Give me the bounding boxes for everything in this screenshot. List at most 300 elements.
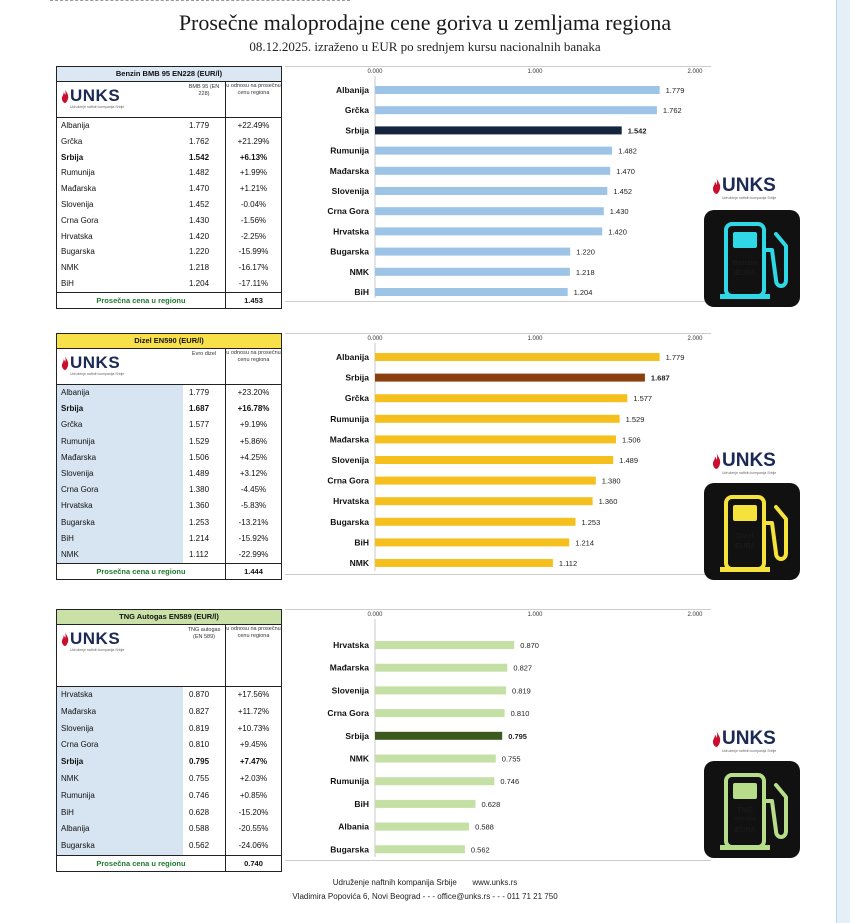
- bar-hrvatska: [375, 497, 593, 505]
- price-cell: 1.218: [189, 263, 210, 273]
- value-label: 1.687: [650, 373, 670, 383]
- diff-cell: -15.20%: [225, 805, 281, 822]
- price-cell: 0.628: [189, 807, 210, 817]
- country-cell: Slovenija: [61, 468, 94, 478]
- country-cell: Mađarska: [61, 706, 97, 716]
- x-tick-label: 1.000: [527, 69, 543, 75]
- value-label: 0.628: [481, 799, 501, 809]
- table-row: [57, 788, 281, 805]
- category-label: Mađarska: [329, 434, 369, 445]
- bar-mađarska: [375, 664, 507, 672]
- average-value: 0.740: [225, 856, 281, 871]
- country-cell: Hrvatska: [61, 690, 93, 699]
- average-label: Prosečna cena u regionu: [96, 567, 186, 577]
- value-label: 1.253: [581, 517, 601, 527]
- table-row: [57, 821, 281, 838]
- fuel-pump-icon: [704, 483, 800, 580]
- table-row: [57, 754, 281, 771]
- country-cell: NMK: [61, 263, 79, 273]
- value-label: 1.420: [608, 227, 627, 237]
- diff-cell: -0.04%: [225, 197, 281, 213]
- table-footer: [57, 292, 281, 308]
- value-label: 1.218: [575, 267, 595, 277]
- flame-icon: [712, 178, 721, 194]
- diff-column-header: u odnosu na prosečnu cenu regiona: [225, 349, 281, 385]
- table-row: [57, 704, 281, 721]
- category-label: Mađarska: [329, 165, 369, 176]
- diff-cell: -1.56%: [225, 213, 281, 229]
- bar-rumunija: [375, 147, 612, 155]
- price-cell: 1.380: [189, 485, 210, 495]
- bar-albanija: [375, 353, 660, 361]
- x-tick-label: 2.000: [687, 336, 703, 342]
- category-label: Crna Gora: [327, 206, 369, 217]
- value-label: 1.470: [616, 166, 635, 176]
- x-tick-label: 1.000: [527, 336, 543, 342]
- price-cell: 0.827: [189, 706, 210, 716]
- unks-logo: [61, 630, 137, 656]
- table-row: [57, 118, 281, 134]
- fuel-icon-label: TNG: [737, 805, 753, 814]
- country-cell: Albanija: [61, 388, 90, 397]
- fuel-icon-label: Dizel: [736, 531, 754, 540]
- diff-cell: +7.47%: [225, 754, 281, 771]
- diff-cell: +0.85%: [225, 788, 281, 805]
- flame-icon: [61, 356, 69, 370]
- bar-grčka: [375, 394, 627, 402]
- value-label: 1.214: [575, 538, 595, 548]
- table-header: TNG Autogas EN589 (EUR/l): [57, 610, 281, 625]
- chart-svg: [285, 66, 705, 302]
- category-label: BiH: [354, 798, 369, 809]
- diff-cell: -4.45%: [225, 482, 281, 498]
- tng-panel: [56, 609, 798, 868]
- value-label: 1.112: [558, 559, 578, 568]
- price-cell: 0.795: [189, 757, 210, 767]
- bar-rumunija: [375, 415, 620, 423]
- price-cell: 0.755: [189, 773, 210, 783]
- bar-hrvatska: [375, 227, 602, 235]
- bar-bih: [375, 800, 475, 808]
- diff-cell: +1.21%: [225, 181, 281, 197]
- price-cell: 1.482: [189, 168, 210, 178]
- table-footer: [57, 563, 281, 579]
- unks-logo: [61, 354, 137, 380]
- flame-icon: [61, 632, 69, 646]
- value-label: 1.577: [633, 394, 653, 404]
- price-cell: 1.762: [189, 136, 210, 146]
- table-subheader: [57, 625, 281, 687]
- bar-bih: [375, 538, 569, 546]
- bar-nmk: [375, 755, 496, 763]
- category-label: Mađarska: [329, 662, 369, 673]
- fuel-icon-label: EUR/l: [734, 825, 755, 834]
- country-cell: Bugarska: [61, 247, 95, 257]
- category-label: Albanija: [335, 85, 369, 95]
- table-row: [57, 737, 281, 754]
- price-cell: 0.810: [189, 740, 210, 750]
- fuel-icon-label: Benzin: [732, 258, 758, 267]
- price-cell: 1.779: [189, 121, 210, 130]
- category-label: Bugarska: [330, 844, 369, 855]
- price-cell: 1.687: [189, 404, 210, 414]
- average-label: Prosečna cena u regionu: [96, 295, 186, 305]
- category-label: BiH: [354, 287, 369, 297]
- bar-grčka: [375, 106, 657, 114]
- value-label: 1.506: [621, 435, 641, 445]
- bar-srbija: [375, 732, 502, 740]
- price-cell: 1.470: [189, 184, 210, 194]
- flame-icon: [712, 731, 721, 747]
- category-label: NMK: [349, 558, 369, 568]
- footer-address-line: Vladimira Popovića 6, Novi Beograd - - - office@unks.rs - - - 011 71 21 750: [292, 892, 558, 901]
- table-row: [57, 276, 281, 292]
- table-row: [57, 213, 281, 229]
- table-row: [57, 417, 281, 433]
- page-edge: [836, 0, 850, 923]
- country-cell: Albanija: [61, 121, 90, 130]
- country-cell: Hrvatska: [61, 231, 93, 241]
- diff-cell: +21.29%: [225, 134, 281, 150]
- category-label: NMK: [349, 753, 369, 764]
- value-label: 0.562: [470, 845, 490, 855]
- logo-tagline: Udruženje naftnih kompanija Srbije: [70, 105, 125, 109]
- bar-albania: [375, 823, 469, 831]
- price-cell: 1.452: [189, 199, 210, 209]
- logo-tagline: Udruženje naftnih kompanija Srbije: [722, 196, 777, 200]
- value-label: 1.489: [619, 456, 639, 465]
- category-label: Bugarska: [330, 246, 369, 257]
- category-label: Slovenija: [331, 455, 369, 465]
- category-label: Rumunija: [330, 145, 369, 156]
- table-row: [57, 838, 281, 855]
- diff-column-header: u odnosu na prosečnu cenu regiona: [225, 82, 281, 118]
- bar-rumunija: [375, 777, 494, 785]
- diff-cell: +5.86%: [225, 434, 281, 450]
- diff-cell: -5.83%: [225, 498, 281, 514]
- x-tick-label: 0.000: [367, 336, 383, 342]
- category-label: Crna Gora: [327, 708, 369, 719]
- bar-mađarska: [375, 167, 610, 175]
- table-row: [57, 244, 281, 260]
- price-column-header: BMB 95 (EN 228): [188, 84, 220, 97]
- logo-wordmark: UNKS: [722, 728, 776, 749]
- table-row: [57, 181, 281, 197]
- price-cell: 0.870: [189, 690, 210, 699]
- diff-cell: +1.99%: [225, 165, 281, 181]
- bar-nmk: [375, 268, 570, 276]
- value-label: 0.755: [501, 754, 521, 764]
- footer-org-line: Udruženje naftnih kompanija Srbije www.unks.rs: [332, 878, 518, 887]
- flame-icon: [61, 89, 69, 103]
- bar-slovenija: [375, 187, 607, 195]
- table-row: [57, 385, 281, 401]
- value-label: 1.482: [618, 146, 637, 156]
- table-row: [57, 134, 281, 150]
- category-label: Srbija: [345, 125, 369, 136]
- chart-svg: [285, 609, 705, 861]
- price-cell: 1.112: [189, 549, 209, 559]
- price-cell: 1.220: [189, 247, 210, 257]
- value-label: 0.827: [513, 663, 533, 673]
- country-cell: Bugarska: [61, 841, 95, 851]
- diff-cell: -22.99%: [225, 547, 281, 563]
- diff-cell: +10.73%: [225, 721, 281, 738]
- category-label: Srbija: [345, 730, 369, 741]
- diff-cell: +6.13%: [225, 150, 281, 166]
- diff-cell: +4.25%: [225, 450, 281, 466]
- price-cell: 0.746: [189, 790, 210, 800]
- country-cell: Rumunija: [61, 790, 95, 800]
- table-row: [57, 515, 281, 531]
- category-label: Grčka: [344, 393, 369, 404]
- unks-side-logo: [712, 450, 802, 477]
- diff-cell: +3.12%: [225, 466, 281, 482]
- table-header: Dizel EN590 (EUR/l): [57, 334, 281, 349]
- price-column-header: Evro dizel: [191, 351, 217, 357]
- diff-cell: +22.49%: [225, 118, 281, 134]
- value-label: 0.588: [475, 822, 494, 832]
- category-label: Rumunija: [330, 413, 369, 424]
- price-cell: 1.542: [189, 152, 210, 162]
- logo-tagline: Udruženje naftnih kompanija Srbije: [70, 372, 125, 376]
- flame-icon: [712, 453, 721, 469]
- price-cell: 0.819: [189, 723, 210, 733]
- fuel-icon-label: EUR/l: [734, 541, 755, 550]
- bar-crna-gora: [375, 207, 604, 215]
- country-cell: BiH: [61, 533, 74, 543]
- bar-bugarska: [375, 845, 465, 853]
- price-column-header: TNG autogas (EN 589): [187, 627, 221, 640]
- dizel-panel: [56, 333, 798, 578]
- diff-cell: -20.55%: [225, 821, 281, 838]
- price-cell: 0.562: [189, 841, 210, 851]
- table-row: [57, 450, 281, 466]
- x-tick-label: 1.000: [527, 612, 543, 618]
- diff-cell: -15.92%: [225, 531, 281, 547]
- page-subtitle: 08.12.2025. izraženo u EUR po srednjem kursu nacionalnih banaka: [249, 39, 601, 54]
- price-cell: 1.577: [189, 420, 210, 430]
- diff-cell: -13.21%: [225, 515, 281, 531]
- diff-cell: +17.56%: [225, 687, 281, 704]
- value-label: 1.779: [665, 86, 685, 95]
- bar-bih: [375, 288, 568, 296]
- country-cell: Srbija: [61, 404, 84, 414]
- price-cell: 0.588: [189, 824, 210, 834]
- country-cell: Crna Gora: [61, 740, 99, 750]
- table-row: [57, 165, 281, 181]
- value-label: 1.360: [598, 497, 618, 507]
- category-label: Hrvatska: [333, 640, 369, 650]
- diff-cell: +9.45%: [225, 737, 281, 754]
- country-cell: Bugarska: [61, 517, 95, 527]
- value-label: 0.810: [510, 709, 530, 719]
- value-label: 1.430: [609, 207, 629, 217]
- price-cell: 1.506: [189, 452, 210, 462]
- country-cell: Mađarska: [61, 452, 97, 462]
- category-label: Crna Gora: [327, 475, 369, 486]
- value-label: 1.204: [573, 288, 593, 297]
- average-value: 1.453: [225, 293, 281, 308]
- country-cell: Hrvatska: [61, 501, 93, 511]
- bar-nmk: [375, 559, 553, 567]
- diff-cell: -24.06%: [225, 838, 281, 855]
- bar-bugarska: [375, 518, 575, 526]
- unks-side-logo: [712, 728, 802, 755]
- diff-cell: -2.25%: [225, 229, 281, 245]
- diff-cell: -15.99%: [225, 244, 281, 260]
- unks-side-logo: [712, 175, 802, 202]
- country-cell: Srbija: [61, 152, 84, 162]
- price-cell: 1.420: [189, 231, 210, 241]
- diff-cell: +16.78%: [225, 401, 281, 417]
- category-label: Albania: [338, 821, 369, 832]
- dizel-price-table: [56, 333, 282, 580]
- country-cell: Grčka: [61, 136, 83, 146]
- category-label: Hrvatska: [333, 226, 369, 237]
- x-tick-label: 2.000: [687, 69, 703, 75]
- table-row: [57, 687, 281, 704]
- table-row: [57, 498, 281, 514]
- fuel-icon-label: autogas: [734, 816, 756, 822]
- diff-cell: +11.72%: [225, 704, 281, 721]
- fuel-pump-icon: [704, 210, 800, 307]
- country-cell: Slovenija: [61, 199, 94, 209]
- benzin-panel: [56, 66, 798, 306]
- table-row: [57, 805, 281, 822]
- country-cell: Crna Gora: [61, 215, 99, 225]
- diff-column-header: u odnosu na prosečnu cenu regiona: [225, 625, 281, 687]
- price-cell: 1.529: [189, 436, 210, 446]
- tng-price-table: [56, 609, 282, 872]
- logo-tagline: Udruženje naftnih kompanija Srbije: [70, 648, 125, 652]
- table-subheader: [57, 82, 281, 118]
- bar-crna-gora: [375, 709, 505, 717]
- diff-cell: -16.17%: [225, 260, 281, 276]
- value-label: 0.746: [500, 777, 520, 787]
- category-label: Grčka: [344, 105, 369, 116]
- price-cell: 1.489: [189, 468, 210, 478]
- country-cell: BiH: [61, 278, 74, 288]
- top-cut-line: [50, 0, 350, 4]
- price-cell: 1.430: [189, 215, 210, 225]
- table-row: [57, 150, 281, 166]
- unks-logo: [61, 87, 137, 113]
- country-cell: Grčka: [61, 420, 83, 430]
- table-rows: [57, 118, 281, 292]
- table-rows: [57, 687, 281, 855]
- country-cell: BiH: [61, 807, 74, 817]
- value-label: 0.795: [508, 731, 527, 741]
- value-label: 1.762: [662, 106, 682, 116]
- country-cell: Rumunija: [61, 168, 95, 178]
- logo-wordmark: UNKS: [70, 86, 121, 105]
- bar-srbija: [375, 374, 645, 382]
- category-label: Bugarska: [330, 516, 369, 527]
- table-subheader: [57, 349, 281, 385]
- value-label: 0.819: [512, 686, 531, 696]
- bar-srbija: [375, 126, 622, 134]
- category-label: Albanija: [335, 352, 369, 362]
- price-cell: 1.360: [189, 501, 210, 511]
- bar-slovenija: [375, 686, 506, 694]
- diff-cell: +2.03%: [225, 771, 281, 788]
- category-label: BiH: [354, 537, 369, 548]
- category-label: Hrvatska: [333, 496, 369, 507]
- x-tick-label: 2.000: [687, 612, 703, 618]
- table-footer: [57, 855, 281, 871]
- country-cell: Slovenija: [61, 723, 94, 733]
- category-label: Rumunija: [330, 776, 369, 787]
- logo-wordmark: UNKS: [70, 353, 121, 372]
- country-cell: Crna Gora: [61, 485, 99, 495]
- value-label: 1.542: [627, 126, 647, 136]
- logo-tagline: Udruženje naftnih kompanija Srbije: [722, 749, 777, 753]
- category-label: Srbija: [345, 372, 369, 383]
- table-rows: [57, 385, 281, 563]
- value-label: 1.380: [601, 476, 621, 486]
- table-row: [57, 197, 281, 213]
- diff-cell: -17.11%: [225, 276, 281, 292]
- price-cell: 1.779: [189, 388, 210, 397]
- table-row: [57, 260, 281, 276]
- table-row: [57, 229, 281, 245]
- average-label: Prosečna cena u regionu: [96, 858, 186, 868]
- bar-albanija: [375, 86, 660, 94]
- bar-hrvatska: [375, 641, 514, 649]
- country-cell: NMK: [61, 773, 79, 783]
- table-row: [57, 482, 281, 498]
- value-label: 1.779: [665, 353, 685, 362]
- page-title: Prosečne maloprodajne cene goriva u zemljama regiona: [178, 10, 672, 35]
- bar-bugarska: [375, 248, 570, 256]
- table-row: [57, 401, 281, 417]
- bar-slovenija: [375, 456, 613, 464]
- fuel-pump-icon: [704, 761, 800, 858]
- x-tick-label: 0.000: [367, 69, 383, 75]
- table-row: [57, 466, 281, 482]
- table-row: [57, 771, 281, 788]
- logo-wordmark: UNKS: [722, 175, 776, 196]
- category-label: Slovenija: [331, 186, 369, 196]
- value-label: 1.529: [625, 414, 645, 424]
- average-value: 1.444: [225, 564, 281, 579]
- table-row: [57, 721, 281, 738]
- table-row: [57, 531, 281, 547]
- diff-cell: +23.20%: [225, 385, 281, 401]
- country-cell: Srbija: [61, 757, 84, 767]
- fuel-icon-label: EUR/l: [734, 268, 755, 277]
- logo-tagline: Udruženje naftnih kompanija Srbije: [722, 471, 777, 475]
- value-label: 1.220: [576, 247, 595, 257]
- bar-crna-gora: [375, 477, 596, 485]
- table-header: Benzin BMB 95 EN228 (EUR/l): [57, 67, 281, 82]
- category-label: NMK: [349, 266, 369, 277]
- value-label: 1.452: [613, 187, 633, 196]
- bar-mađarska: [375, 435, 616, 443]
- price-cell: 1.253: [189, 517, 210, 527]
- logo-wordmark: UNKS: [70, 629, 121, 648]
- table-row: [57, 547, 281, 563]
- x-tick-label: 0.000: [367, 612, 383, 618]
- benzin-price-table: [56, 66, 282, 309]
- price-cell: 1.214: [189, 533, 210, 543]
- logo-wordmark: UNKS: [722, 450, 776, 471]
- price-cell: 1.204: [189, 278, 210, 288]
- value-label: 0.870: [520, 641, 539, 650]
- country-cell: NMK: [61, 549, 79, 559]
- country-cell: Rumunija: [61, 436, 95, 446]
